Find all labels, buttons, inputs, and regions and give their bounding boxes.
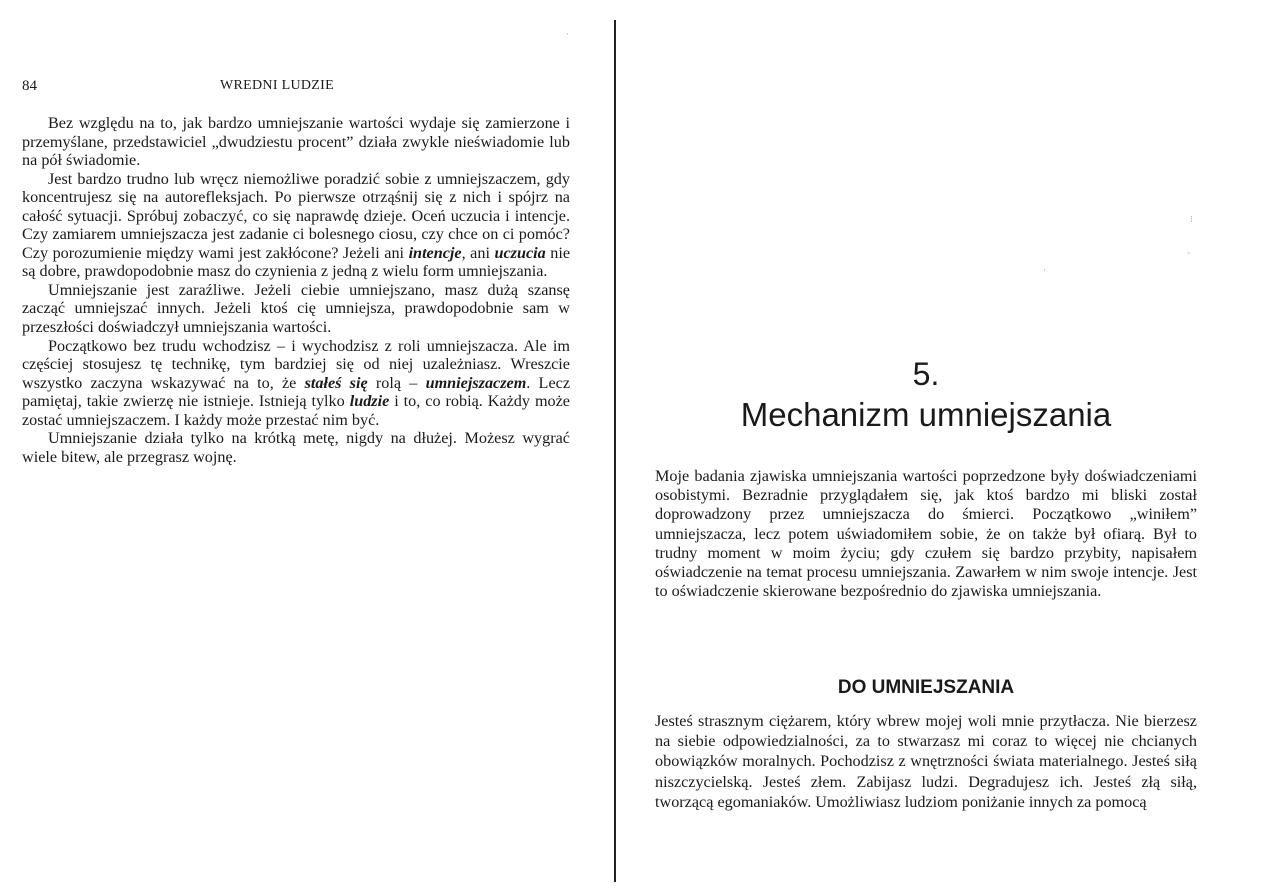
paragraph: Jesteś strasznym ciężarem, który wbrew mojej woli mnie przytłacza. Nie bierzesz na siebie odpowiedzialności, za to stwarzasz mi coraz to więcej nie chcianych obowiązków moralnych. Pochodzisz z wnętrzności świata materialnego. Jesteś siłą niszczycielską. Jesteś złem. Zabijasz ludzi. Degradujesz ich. Jesteś złą siłą, tworzącą egomaniaków. Umożliwiasz ludziom poniżanie innych za pomocą <box>655 712 1197 811</box>
paragraph <box>22 337 570 430</box>
paragraph-text: Umniejszanie jest zaraźliwe. Jeżeli ciebie umniejszano, masz dużą szansę zacząć umniejszać innych. Jeżeli ktoś cię umniejsza, prawdopodobnie sam w przeszłości doświadczył umniejszania wartości. <box>22 280 570 337</box>
chapter-intro <box>655 467 1197 601</box>
book-gutter <box>614 20 616 882</box>
running-head <box>22 78 570 100</box>
scan-speck: · <box>566 29 569 39</box>
paragraph-text: , ani <box>461 243 495 262</box>
section-heading: DO UMNIEJSZANIA <box>837 677 1015 698</box>
chapter-title: Mechanizm umniejszania <box>740 396 1112 433</box>
scan-speck: · <box>1043 265 1046 275</box>
paragraph-text: Umniejszanie działa tylko na krótką metę, nigdy na dłużej. Możesz wygrać wiele bitew, ale przegrasz wojnę. <box>22 429 570 466</box>
emphasis-text: stałeś się <box>304 373 368 392</box>
right-page <box>655 0 1197 894</box>
paragraph-text: Jest bardzo trudno lub wręcz niemożliwe poradzić sobie z umniejszaczem, gdy koncentrujesz się na autorefleksjach. Po pierwsze otrząśnij się z nich i spójrz na całość sytuacji. Spróbuj zobaczyć, co się naprawdę dzieje. Oceń uczucia i intencje. Czy zamiarem umniejszacza jest zadanie ci bolesnego ciosu, czy chce on ci pomóc? Czy porozumienie między wami jest zakłócone? Jeżeli ani <box>22 169 570 262</box>
paragraph-text: rolą – <box>367 373 426 392</box>
chapter-number: 5. <box>912 356 940 392</box>
emphasis-text: uczucia <box>494 243 546 262</box>
emphasis-text: ludzie <box>349 392 390 411</box>
running-title: WREDNI LUDZIE <box>220 78 334 93</box>
scan-speck: ˘ <box>1187 251 1190 261</box>
page-number: 84 <box>22 78 37 94</box>
paragraph-text: . Lecz pamiętaj, takie zwierzę nie istnieje. Istnieją tylko <box>22 373 571 411</box>
paragraph <box>22 114 570 170</box>
section-body <box>655 711 1197 812</box>
paragraph <box>22 170 570 281</box>
paragraph-text: i to, co robią. Każdy może zostać umniejszaczem. I każdy może przestać nim być. <box>22 392 570 429</box>
left-page <box>22 78 570 466</box>
paragraph <box>22 429 570 466</box>
emphasis-text: intencje <box>408 243 462 262</box>
emphasis-text: umniejszaczem <box>425 373 527 392</box>
paragraph: Moje badania zjawiska umniejszania wartości poprzedzone były doświadczeniami osobistymi. Bezradnie przyglądałem się, jak ktoś bardzo mi bliski został doprowadzony przez umniejszacza do śmierci. Początkowo „winiłem” umniejszacza, lecz potem uświadomiłem sobie, że on także był ofiarą. Był to trudny moment w moim życiu; gdy czułem się bardzo przybity, napisałem oświadczenie na temat procesu umniejszania. Zawarłem w nim swoje intencje. Jest to oświadczenie skierowane bezpośrednio do zjawiska umniejszania. <box>655 467 1197 601</box>
paragraph-text: nie są dobre, prawdopodobnie masz do czynienia z jedną z wielu form umniejszania. <box>22 243 571 281</box>
scan-speck: ⁝ <box>1190 214 1193 224</box>
paragraph <box>22 281 570 337</box>
paragraph-text: Początkowo bez trudu wchodzisz – i wychodzisz z roli umniejszacza. Ale im częściej stosujesz tę technikę, tym bardziej się od niej uzależniasz. Wreszcie wszystko zaczyna wskazywać na to, że <box>22 336 570 392</box>
left-page-body <box>22 114 570 466</box>
paragraph-text: Bez względu na to, jak bardzo umniejszanie wartości wydaje się zamierzone i przemyślane, przedstawiciel „dwudziestu procent” działa zwykle nieświadomie lub na pół świadomie. <box>22 114 570 170</box>
